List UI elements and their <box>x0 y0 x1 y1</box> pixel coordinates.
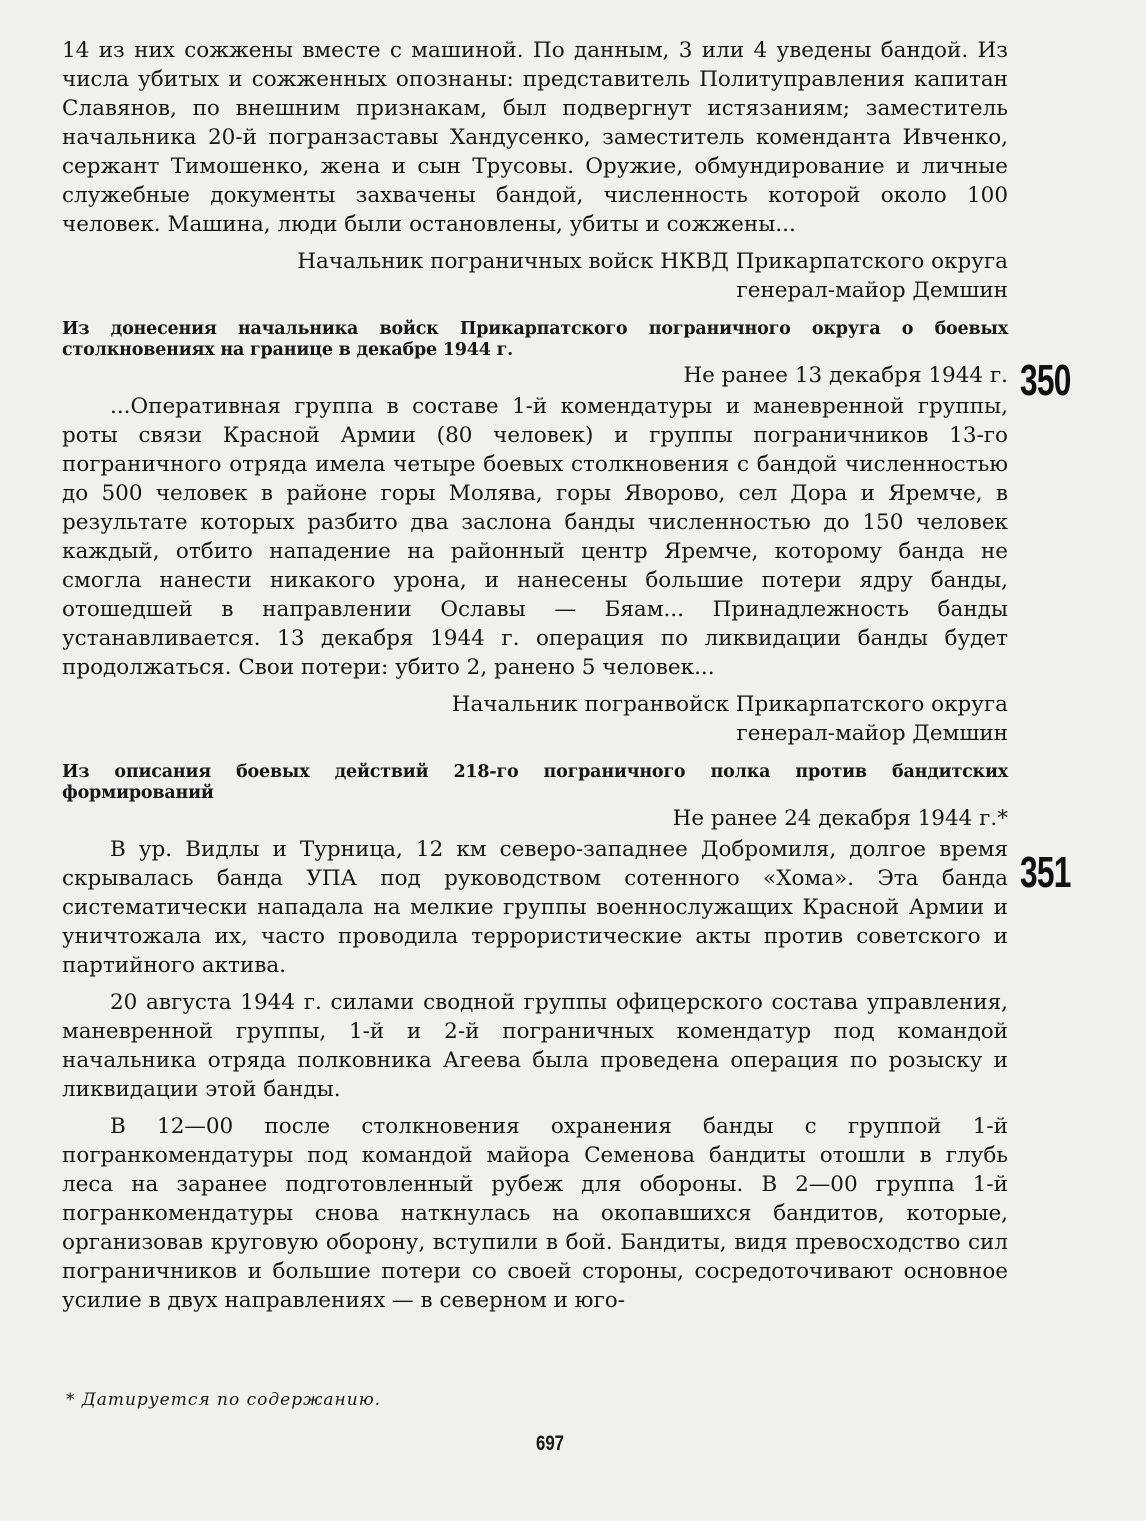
doc-351-paragraph-3: В 12—00 после столкновения охранения банды с группой 1-й погранкомендатуры под командой майора Семенова бандиты отошли в глубь леса на заранее подготовленный рубеж для обороны. В 2—00 группа 1-й погранкомендатуры снова наткнулась на окопавшихся бандитов, которые, организовав круговую оборону, вступили в бой. Бандиты, видя превосходство сил пограничников и большие потери со своей стороны, сосредоточивают основное усилие в двух направлениях — в северном и юго- <box>62 1114 1008 1313</box>
doc-number-350: 350 <box>1020 356 1071 405</box>
intro-signature-title: Начальник пограничных войск НКВД Прикарпатского округа <box>297 249 1008 274</box>
doc-350-paragraph: ...Оперативная группа в составе 1-й комендатуры и маневренной группы, роты связи Красной Армии (80 человек) и группы пограничников 13-го пограничного отряда имела четыре боевых столкновения с бандой численностью до 500 человек в районе горы Молява, горы Яворово, сел Дора и Яремче, в результате которых разбито два заслона банды численностью до 150 человек каждый, отбито нападение на районный центр Яремче, которому банда не смогла нанести никакого урона, и нанесены большие потери ядру банды, отошедшей в направлении Ославы — Бяам... Принадлежность банды устанавливается. 13 декабря 1944 г. операция по ликвидации банды будет продолжаться. Свои потери: убито 2, ранено 5 человек... <box>62 394 1008 680</box>
document-page <box>62 36 1008 1315</box>
doc-350-signature-title: Начальник погранвойск Прикарпатского округа <box>451 692 1008 717</box>
doc-350-signature <box>62 690 1008 748</box>
footnote: * Датируется по содержанию. <box>66 1390 382 1410</box>
doc-number-351: 351 <box>1020 848 1071 897</box>
doc-351-paragraph-2: 20 августа 1944 г. силами сводной группы офицерского состава управления, маневренной группы, 1-й и 2-й пограничных комендатур под командой начальника отряда полковника Агеева была проведена операция по розыску и ликвидации этой банды. <box>62 990 1008 1102</box>
doc-350-date: Не ранее 13 декабря 1944 г. <box>683 363 1008 388</box>
doc-351-paragraph-1: В ур. Видлы и Турница, 12 км северо-западнее Добромиля, долгое время скрывалась банда УПА под руководством сотенного «Хома». Эта банда систематически нападала на мелкие группы военнослужащих Красной Армии и уничтожала их, часто проводила террористические акты против советского и партийного актива. <box>62 837 1008 978</box>
intro-paragraph: 14 из них сожжены вместе с машиной. По данным, 3 или 4 уведены бандой. Из числа убитых и сожженных опознаны: представитель Политуправления капитан Славянов, по внешним признакам, был подвергнут истязаниям; заместитель начальника 20-й погранзаставы Хандусенко, заместитель коменданта Ивченко, сержант Тимошенко, жена и сын Трусовы. Оружие, обмундирование и личные служебные документы захвачены бандой, численность которой около 100 человек. Машина, люди были остановлены, убиты и сожжены... <box>62 38 1008 237</box>
doc-350-heading: Из донесения начальника войск Прикарпатского пограничного округа о боевых столкновениях на границе в декабре 1944 г. <box>62 319 1008 360</box>
doc-351-heading: Из описания боевых действий 218-го пограничного полка против бандитских формирований <box>62 762 1008 803</box>
doc-350-signature-name: генерал-майор Демшин <box>736 721 1008 746</box>
intro-signature <box>62 247 1008 305</box>
intro-signature-name: генерал-майор Демшин <box>736 278 1008 303</box>
page-number: 697 <box>536 1432 565 1455</box>
doc-351-date: Не ранее 24 декабря 1944 г.* <box>672 806 1008 831</box>
